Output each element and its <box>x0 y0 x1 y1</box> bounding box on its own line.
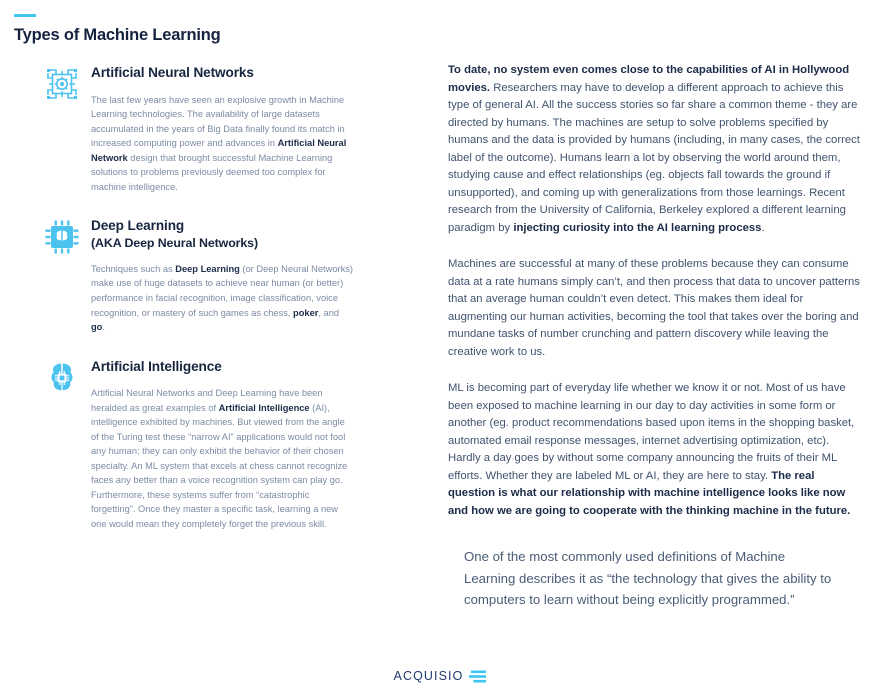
page-title: Types of Machine Learning <box>14 26 221 44</box>
section-artificial-neural-networks <box>42 62 412 194</box>
section-artificial-intelligence <box>42 356 412 532</box>
section-text: Techniques such as Deep Learning (or Deep Neural Networks) make use of huge datasets to achieve near human (or better) performance in facial recognition, image classification, voice recognition, or mastery of such games as chess, poker, and go. <box>91 263 353 333</box>
section-subheading: (AKA Deep Neural Networks) <box>91 235 259 250</box>
body-paragraph: To date, no system even comes close to the capabilities of AI in Hollywood movies. Researchers may have to develop a different approach to achieve this type of general AI. All the success stories so far share a common theme - they are directed by humans. The machines are setup to solve problems specified by humans and the data is provided by humans (including, in many cases, the correct label of the outcome). Humans learn a lot by observing the world around them, studying cause and effect relationships (eg. objects fall towards the ground if unsupported), and coming up with generalizations from those learnings. Recent research from the University of California, Berkeley explored a different learning paradigm by injecting curiosity into the AI learning process. <box>448 64 860 234</box>
section-heading: Artificial Intelligence <box>91 358 222 374</box>
section-deep-learning <box>42 215 412 334</box>
section-body <box>91 215 412 334</box>
pull-quote-text: One of the most commonly used definitions of Machine Learning describes it as “the technology that gives the ability to computers to learn without being explicitly programmed.” <box>464 549 832 608</box>
section-body <box>91 62 412 194</box>
section-text: The last few years have seen an explosive growth in Machine Learning technologies. The availability of large datasets accumulated in the years of Big Data finally found its match in increased computing power and advances in Artificial Neural Network design that brought successful Machine Learning solutions to problems previously deemed too complex for machine intelligence. <box>91 94 347 192</box>
stacked-bars-icon <box>469 670 486 683</box>
circuit-chip-gear-icon <box>42 64 82 104</box>
body-paragraph: Machines are successful at many of these problems because they can consume data at a rate humans simply can’t, and then process that data to uncover patterns that an average human couldn’t even detect. This makes them ideal for augmenting our human activities, becoming the tool that takes over the boring and mundane tasks of number crunching and pattern discovery while leaving the creative work to us. <box>448 258 860 358</box>
pull-quote <box>464 546 840 611</box>
body-paragraph: ML is becoming part of everyday life whether we know it or not. Most of us have been exposed to machine learning in our day to day activities in some form or another (eg. product recommendations based upon items in the shopping basket, automated email response messages, internet advertising optimization, etc). Hardly a day goes by without some company announcing the fruits of their ML efforts. Whether they are labeled ML or AI, they are here to stay. The real question is what our relationship with machine intelligence looks like now and how we are going to cooperate with the thinking machine in the future. <box>448 382 855 517</box>
accent-bar <box>14 14 36 17</box>
cpu-brain-chip-icon <box>42 217 82 257</box>
content-columns <box>0 44 880 611</box>
section-text: Artificial Neural Networks and Deep Learning have been heralded as great examples of Artificial Intelligence (AI), intelligence exhibited by machines. But viewed from the angle of the Turing test these “narrow AI” applications would not fool any human; they can only exhibit the behavior of their chosen specialty. An ML system that excels at chess cannot recognize faces any better than a voice recognition system can play go. Furthermore, these systems suffer from “catastrophic forgetting”. Once they master a specific task, learning a new one would mean they completely forget the previous skill. <box>91 388 348 529</box>
section-heading: Artificial Neural Networks <box>91 65 254 81</box>
section-heading: Deep Learning <box>91 218 185 234</box>
right-column <box>440 62 880 611</box>
left-column <box>0 62 440 552</box>
brain-microchip-icon <box>42 358 82 398</box>
page-footer <box>0 669 880 683</box>
page-header <box>0 0 880 44</box>
section-body <box>91 356 412 532</box>
acquisio-logo-text: ACQUISIO <box>393 669 464 683</box>
